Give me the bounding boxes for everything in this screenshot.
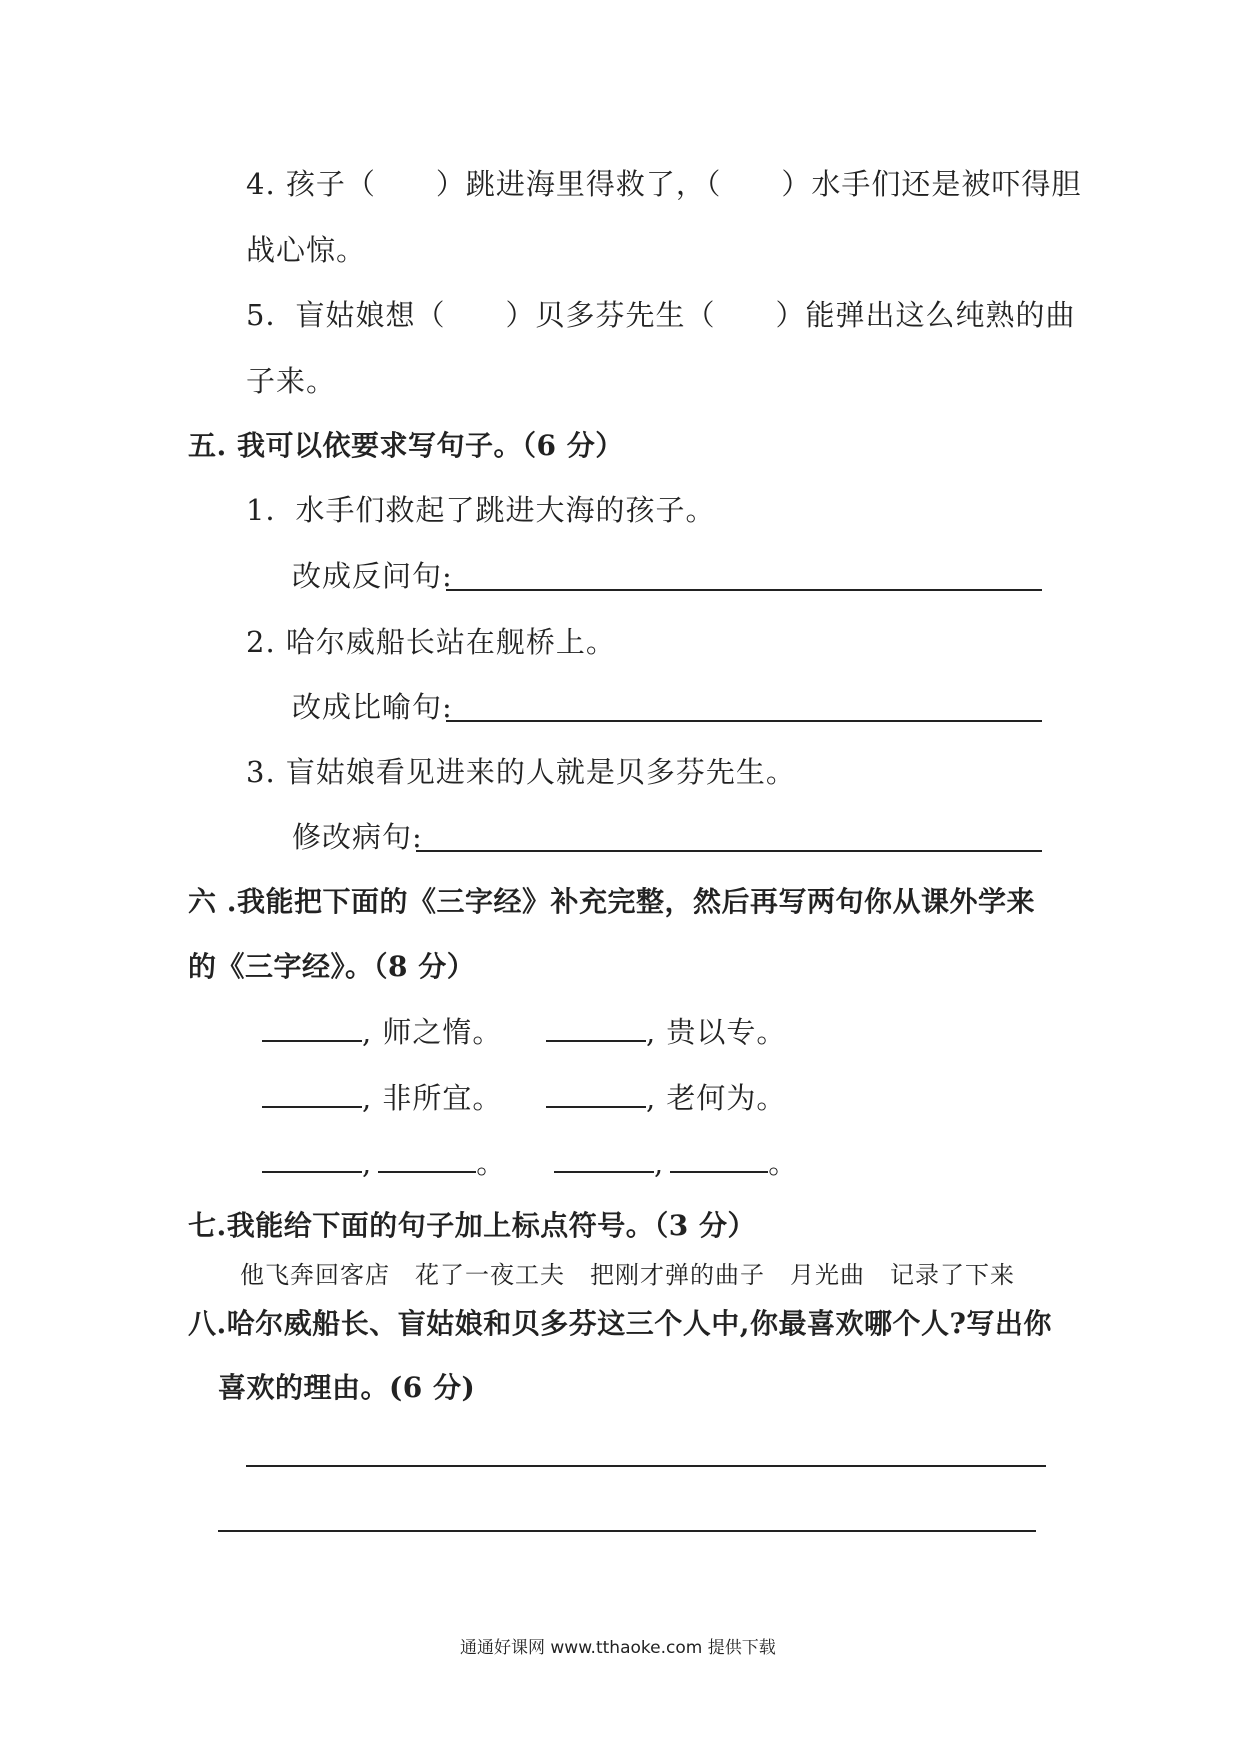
- question-5-line-2: 子来。: [246, 364, 337, 398]
- section-5-heading: 五. 我可以依要求写句子。（6 分）: [188, 429, 624, 462]
- period: 。: [768, 1146, 799, 1180]
- fill-blank[interactable]: [546, 1080, 646, 1108]
- answer-line-section-8-1[interactable]: [246, 1465, 1046, 1467]
- sanzijing-row-2: [262, 1078, 502, 1118]
- answer-line-3[interactable]: [416, 850, 1042, 852]
- fill-blank[interactable]: [546, 1014, 646, 1042]
- section-6-heading-line-2: 的《三字经》。（8 分）: [188, 950, 476, 983]
- comma: ,: [654, 1146, 665, 1180]
- sanzijing-row-1-right: [546, 1012, 786, 1052]
- question-5-line-1: 5．盲姑娘想（ ）贝多芬先生（ ）能弹出这么纯熟的曲: [246, 298, 1076, 332]
- sanzijing-row-2-right: [546, 1078, 786, 1118]
- footer-credit: 通通好课网 www.tthaoke.com 提供下载: [460, 1638, 776, 1658]
- section-8-heading-line-2: 喜欢的理由。(6 分): [218, 1371, 476, 1404]
- question-4-line-1: 4. 孩子（ ）跳进海里得救了，（ ）水手们还是被吓得胆: [246, 167, 1082, 201]
- fill-blank[interactable]: [670, 1145, 768, 1173]
- sanzijing-row-3: [262, 1143, 506, 1183]
- fill-blank[interactable]: [554, 1145, 654, 1173]
- section-5-prompt-1: 改成反问句:: [292, 559, 453, 593]
- sanzijing-text: , 非所宜。: [362, 1081, 503, 1115]
- fill-blank[interactable]: [378, 1145, 476, 1173]
- section-5-prompt-2: 改成比喻句:: [292, 690, 453, 724]
- section-7-heading: 七.我能给下面的句子加上标点符号。（3 分）: [188, 1209, 756, 1242]
- section-7-sentence: 他飞奔回客店 花了一夜工夫 把刚才弹的曲子 月光曲 记录了下来: [240, 1261, 1015, 1289]
- section-8-heading-line-1: 八.哈尔威船长、盲姑娘和贝多芬这三个人中,你最喜欢哪个人?写出你: [188, 1307, 1052, 1340]
- fill-blank[interactable]: [262, 1080, 362, 1108]
- fill-blank[interactable]: [262, 1014, 362, 1042]
- section-5-sentence-1: 1．水手们救起了跳进大海的孩子。: [246, 493, 716, 527]
- fill-blank[interactable]: [262, 1145, 362, 1173]
- section-6-heading-line-1: 六 .我能把下面的《三字经》补充完整，然后再写两句你从课外学来: [188, 885, 1035, 918]
- section-5-sentence-2: 2. 哈尔威船长站在舰桥上。: [246, 625, 616, 659]
- sanzijing-row-3-right: [554, 1143, 798, 1183]
- sanzijing-row-1: [262, 1012, 502, 1052]
- answer-line-2[interactable]: [446, 720, 1042, 722]
- answer-line-1[interactable]: [446, 589, 1042, 591]
- sanzijing-text: , 老何为。: [646, 1081, 787, 1115]
- sanzijing-text: , 师之惰。: [362, 1015, 503, 1049]
- question-4-line-2: 战心惊。: [246, 233, 367, 267]
- period: 。: [476, 1146, 507, 1180]
- sanzijing-text: , 贵以专。: [646, 1015, 787, 1049]
- comma: ,: [362, 1146, 373, 1180]
- section-5-sentence-3: 3. 盲姑娘看见进来的人就是贝多芬先生。: [246, 755, 796, 789]
- answer-line-section-8-2[interactable]: [218, 1530, 1036, 1532]
- section-5-prompt-3: 修改病句:: [292, 820, 423, 854]
